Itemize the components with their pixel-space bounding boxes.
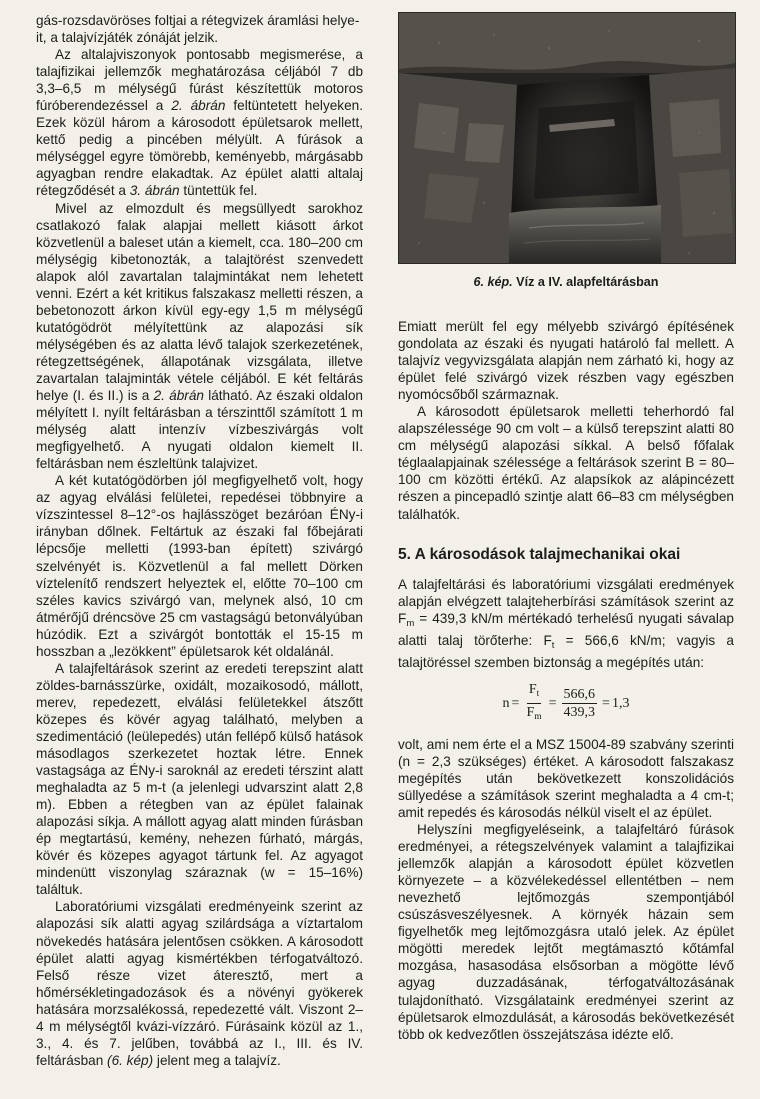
paragraph-laboratory: Laboratóriumi vizsgálati eredményeink szerint az alapozási sík alatti agyag szilárdsága a víztartalom növekedés hatására jelentősen csökken. A károsodott épület alatti agyag kismértékben térfogatváltozó. Felső része vizet áteresztő, mert a hőmérsékletingadozások és a növényi gyökerek hatására morzsalékossá, repedezetté vált. Viszont 2–4 m mélységtől kvázi-vízzáró. Fúrásaink közül az 1., 3., 4. és 7. jelűben, továbbá az I., III. és IV. feltárásban (6. kép) jelent meg a talajvíz. bbox=[36, 899, 363, 1068]
photo-reference: (6. kép) bbox=[107, 1052, 154, 1068]
paragraph-trench: Mivel az elmozdult és megsüllyedt sarokhoz csatlakozó falak alapjai mellett kiásott árkot közvetlenül a baleset után a kiemelt, cca. 180–200 cm mélységig kibetonozták, a talajtörést szenvedett alapok alól zavartalan talajmintákat nem lehetett venni. Ezért a két kritikus falszakasz melletti részen, a bebetonozott árkon kívül egy-egy 1,5 m mélységű kutatógödröt mélyítettünk az alapozási sík mélységében és az alatta lévő talajok szerkezetének, rétegzettségének, állapotának vizsgálata, illetve zavartalan talajminták vétele céljából. E két feltárás helye (I. és II.) is a 2. ábrán látható. Az északi oldalon mélyített I. nyílt feltárásban a térszinttől számított 1 m mélység alatt intenzív vízbeszivárgás volt megfigyelhető. A nyugati oldalon kiemelt II. feltárásban nem észleltünk talajvizet. bbox=[36, 200, 363, 472]
photo-caption bbox=[398, 274, 734, 290]
figure-reference: 3. ábrán bbox=[129, 183, 180, 199]
paragraph-drilling: Az altalajviszonyok pontosabb megismerése, a talajfizikai jellemzők meghatározása céljából 7 db 3,3–6,5 m mélységű fúrást készítettük motoros fúróberendezéssel a 2. ábrán feltüntetett helyeken. Ezek közül három a károsodott épületsarok mellett, kettő pedig a pincében mélyült. A fúrások a mélységgel egyre tömörebb, keményebb, márgásabb agyagban rendre elakadtak. Az épület alatti altalaj rétegződését a 3. ábrán tüntettük fel. bbox=[36, 47, 363, 199]
formula-symbol-fraction: $\frac{F_t}{F_m}$ bbox=[526, 681, 542, 722]
formula-lhs: n bbox=[502, 695, 510, 711]
formula-equals: = bbox=[511, 695, 520, 711]
figure-reference: 2. ábrán bbox=[171, 98, 226, 114]
paragraph-soil-layers: A talajfeltárások szerint az eredeti terepszint alatt zöldes-barnásszürke, oxidált, mozaikosodó, mállott, merev, repedezett, elválási felületekkel átszőtt közepes és kövér agyag található, melyben a szedimentáció (leülepedés) után fellépő külső hatások másodlagos szerkezetet hoztak létre. Ennek vastagsága az ÉNy-i saroknál az eredeti térszint alatt meghaladta az 5 m-t (a jelenlegi udvarszint alatt 2,8 m). Ebben a rétegben van az épület falainak alapozási síkja. A mállott agyag alatt minden fúrásban ép megtartású, kemény, nehezen fúrható, márgás, kövér és közepes agyagot tártunk fel. Az agyagot mindenütt viszonylag száraznak (w = 15–16%) találtuk. bbox=[36, 660, 363, 898]
photo-water-in-pit bbox=[398, 12, 736, 264]
photo-caption-label: 6. kép. bbox=[473, 275, 513, 289]
section-title: 5. A károsodások talajmechanikai okai bbox=[398, 545, 681, 563]
formula-result: 1,3 bbox=[611, 695, 630, 711]
paragraph-conclusions: Helyszíni megfigyeléseink, a talajfeltáró fúrások eredményei, a rétegszelvények valamint a talajfizikai jellemzők alapján a károsodott épület közvetlen környezete – a közvélekedéssel ellentétben – nem nevezhető lejtőmozgás szempontjából csúszásveszélyesnek. A környék házain sem figyelhetők meg lejtőmozgásra utaló jelek. Az épület mögötti meredek lejtőt megtámasztó kőtámfal mozgása, hasasodása elsősorban a mögötte lévő agyag duzzadásának, térfogatváltozásának tulajdonítható. Vizsgálataink eredményei szerint az épületsarok elmozdulását, a károsodás bekövetkezését több ok kedvezőtlen összejátszása idézte elő. bbox=[398, 822, 734, 1042]
safety-factor-formula bbox=[398, 681, 734, 726]
paragraph-standard: volt, ami nem érte el a MSZ 15004-89 szabvány szerinti (n = 2,3 szükséges) értéket. A károsodott falszakasz megépítés után bekövetkezett konszolidációs süllyedése a számítások szerint meghaladta a 4 cm-t; amit repedés és károsodás nélkül viselt el az épület. bbox=[398, 736, 734, 820]
paragraph-bearing-capacity: A talajfeltárási és laboratóriumi vizsgálati eredmények alapján elvégzett talajteherbírási számítások szerint az $F_m = 439,3$ kN/m mértékadó terhelésű nyugati sávalap alatti talaj törőterhe: $F_t = 566,6$ kN/m; vagyis a talajtöréssel szemben biztonság a megépítés után: bbox=[398, 576, 734, 670]
figure-reference: 2. ábrán bbox=[153, 388, 204, 404]
paragraph-continued bbox=[36, 12, 363, 46]
photo-illustration bbox=[399, 13, 735, 263]
left-column bbox=[36, 12, 363, 1069]
formula-equals: = bbox=[548, 695, 557, 711]
paragraph-pits: A két kutatógödörben jól megfigyelhető volt, hogy az agyag elválási felületei, repedései többnyire a vízszintessel 8–12°-os hajlásszöget bezáróan ÉNy-i irányban dőlnek. Feltártuk az északi fal főbejárati lépcsője melletti (1993-ban épített) szivárgó szelvényét is. Közvetlenül a fal mellett Dörken víztelenítő rendszert helyeztek el, előtte 70–100 cm széles kavics szivárgó van, melynek alsó, 10 cm átmérőjű dréncsöve 25 cm vastagságú betonvályúban húzódik. Ezt a szivárgót bontották el 15-15 m hosszban a „lezökkent” épületsarok két oldalánál. bbox=[36, 473, 363, 659]
photo-caption-text: Víz a IV. alapfeltárásban bbox=[512, 275, 659, 289]
right-column bbox=[398, 12, 734, 1043]
text-line: gás-rozsdavöröses foltjai a rétegvizek áramlási helye- bbox=[36, 13, 360, 28]
paragraph-drain-idea: Emiatt merült fel egy mélyebb szivárgó építésének gondolata az északi és nyugati határoló fal mellett. A talajvíz vegyvizsgálata alapján nem zárható ki, hogy az épület felé szivárgó vizek részben vagy egészben nyomócsőből származnak. bbox=[398, 319, 734, 403]
text-line: it, a talajvízjáték zónáját jelzik. bbox=[36, 30, 219, 46]
formula-value-fraction: $\frac{566,6}{439,3}$ bbox=[563, 686, 596, 720]
paragraph-foundation-width: A károsodott épületsarok melletti teherhordó fal alapszélessége 90 cm volt – a külső terepszint alatti 80 cm mélységű alapozási síkkal. A belső főfalak téglaalapjainak szélessége a feltárások szerint B = 80–100 cm közötti értékű. Az alapsíkok az alápincézett részen a pincepadló szintje alatt 66–83 cm mélységben találhatók. bbox=[398, 404, 734, 522]
formula-equals: = bbox=[602, 695, 610, 711]
